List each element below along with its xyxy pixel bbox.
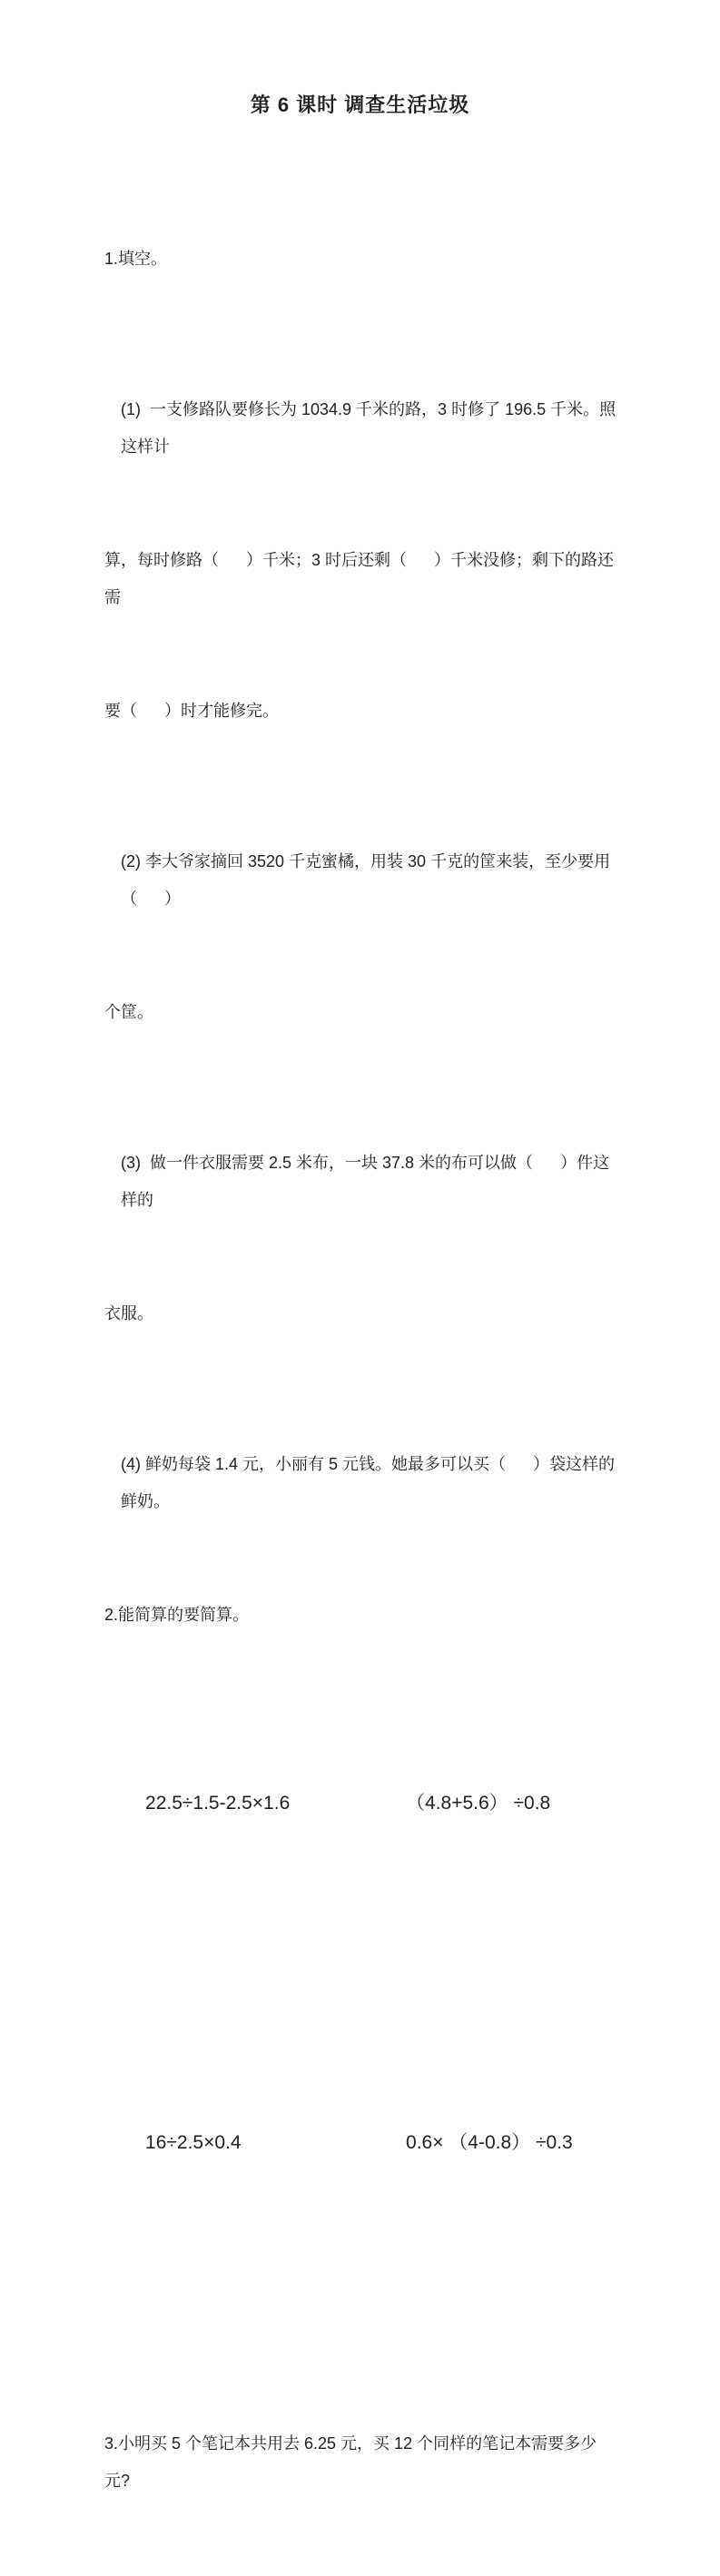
problem-1-item-4: (4) 鲜奶每袋 1.4 元，小丽有 5 元钱。她最多可以买（ ）袋这样的鲜奶。 — [121, 1454, 616, 1510]
problem-3-text: 3.小明买 5 个笔记本共用去 6.25 元，买 12 个同样的笔记本需要多少元? — [104, 2433, 597, 2490]
problem-2-expression-row-1 — [104, 1747, 620, 1814]
problem-1-item-2-line-2: 个筐。 — [104, 1002, 153, 1021]
expression-2: （4.8+5.6） ÷0.8 — [406, 1793, 551, 1814]
problem-1-item-3-line-2: 衣服。 — [104, 1303, 153, 1322]
problem-1-item-1-line-2: 算，每时修路（ ）千米；3 时后还剩（ ）千米没修；剩下的路还需 — [104, 550, 615, 606]
problem-2-heading: 2.能简算的要简算。 — [104, 1605, 250, 1624]
work-space-blank-1 — [104, 1898, 620, 1973]
problem-1-item-1-line-3: 要（ ）时才能修完。 — [104, 701, 280, 720]
problem-1-item-2-line-1: (2) 李大爷家摘回 3520 千克蜜橘，用装 30 千克的筐来装，至少要用（ ） — [121, 851, 611, 908]
expression-1: 22.5÷1.5-2.5×1.6 — [145, 1793, 291, 1814]
worksheet-title: 第 6 课时 调查生活垃圾 — [250, 93, 470, 116]
work-space-blank-2 — [104, 2237, 620, 2312]
expression-4: 0.6× （4-0.8） ÷0.3 — [406, 2131, 573, 2153]
problem-1-item-3-line-1: (3) 做一件衣服需要 2.5 米布，一块 37.8 米的布可以做（ ）件这样的 — [121, 1153, 610, 1209]
expression-3: 16÷2.5×0.4 — [145, 2131, 242, 2153]
problem-1-item-1-line-1: (1) 一支修路队要修长为 1034.9 千米的路，3 时修了 196.5 千米。照这样计 — [121, 399, 616, 456]
worksheet-body — [104, 127, 620, 2576]
problem-2-expression-row-2 — [104, 2086, 620, 2153]
problem-1-heading: 1.填空。 — [104, 249, 168, 268]
